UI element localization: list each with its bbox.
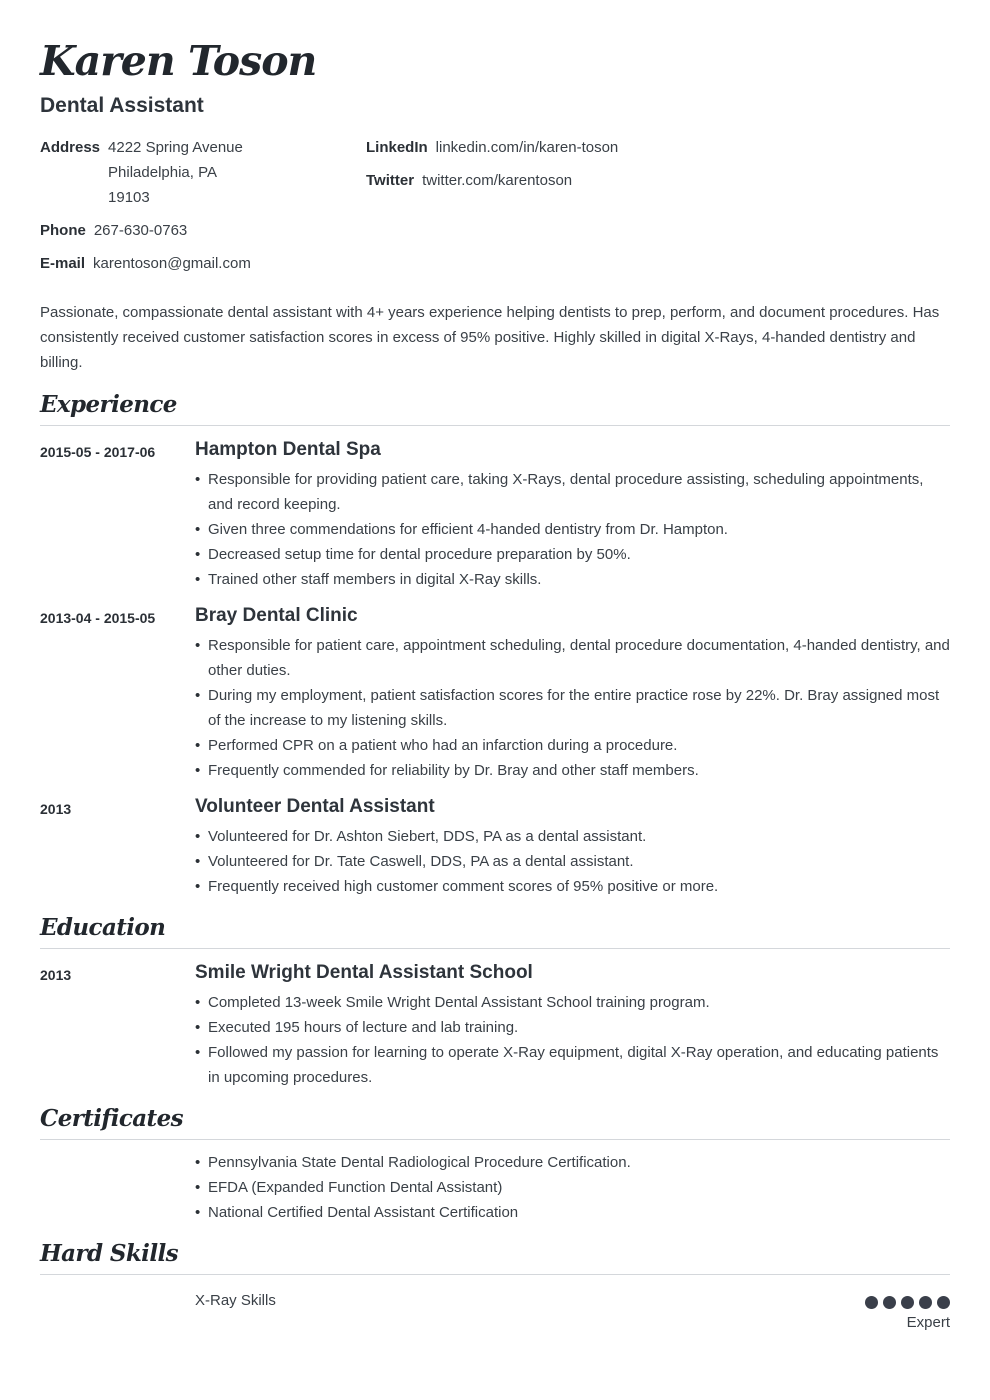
email-value[interactable]: karentoson@gmail.com (93, 255, 251, 272)
linkedin-row (366, 135, 618, 160)
bullet-item: • Completed 13-week Smile Wright Dental Assistant School training program. (195, 990, 950, 1015)
address-row (40, 135, 366, 210)
education-entry (40, 961, 950, 1090)
address-line: 4222 Spring Avenue (108, 139, 243, 156)
bullet-item: • Executed 195 hours of lecture and lab training. (195, 1015, 950, 1040)
linkedin-label: LinkedIn (366, 139, 428, 156)
bullet-item: • Performed CPR on a patient who had an infarction during a procedure. (195, 733, 950, 758)
entry-bullets (195, 467, 950, 592)
entry-bullets (195, 824, 950, 899)
experience-heading: Experience (40, 389, 950, 426)
skill-rating (865, 1288, 950, 1335)
bullet-item: • Followed my passion for learning to operate X-Ray equipment, digital X-Ray operation, and educating patients in upcoming procedures. (195, 1040, 950, 1090)
bullet-item: • Trained other staff members in digital X-Ray skills. (195, 567, 950, 592)
certificate-item: • EFDA (Expanded Function Dental Assistant) (195, 1175, 950, 1200)
bullet-item: • Responsible for patient care, appointment scheduling, dental procedure documentation, 4-handed dentistry, and other duties. (195, 633, 950, 683)
experience-entry (40, 604, 950, 783)
phone-row (40, 218, 366, 243)
address-value (108, 135, 243, 210)
skill-level: Expert (906, 1314, 950, 1331)
bullet-item: • Frequently received high customer comment scores of 95% positive or more. (195, 874, 950, 899)
address-label: Address (40, 139, 101, 156)
hard-skills-section (40, 1238, 950, 1335)
entry-employer: Volunteer Dental Assistant (195, 796, 435, 817)
entry-body (195, 604, 950, 783)
address-line: 19103 (108, 189, 150, 206)
bullet-item: • Volunteered for Dr. Ashton Siebert, DDS, PA as a dental assistant. (195, 824, 950, 849)
bullet-item: • During my employment, patient satisfaction scores for the entire practice rose by 22%. Dr. Bray assigned most of the increase to my listening skills. (195, 683, 950, 733)
job-title: Dental Assistant (40, 94, 204, 117)
entry-body (195, 1150, 950, 1225)
entry-date: 2013-04 - 2015-05 (40, 610, 156, 626)
bullet-item: • Volunteered for Dr. Tate Caswell, DDS, PA as a dental assistant. (195, 849, 950, 874)
bullet-item: • Responsible for providing patient care, taking X-Rays, dental procedure assisting, scheduling appointments, and record keeping. (195, 467, 950, 517)
certificates-heading: Certificates (40, 1103, 950, 1140)
phone-value[interactable]: 267-630-0763 (93, 222, 188, 239)
address-line: Philadelphia, PA (108, 164, 217, 181)
experience-section (40, 389, 950, 899)
entry-school: Smile Wright Dental Assistant School (195, 962, 533, 983)
skill-spacer (40, 1288, 195, 1335)
experience-entry (40, 438, 950, 592)
profile-summary: Passionate, compassionate dental assistant with 4+ years experience helping dentists to prep, perform, and document procedures. Has consistently received customer satisfaction scores in excess of 95% positive. Highly skilled in digital X-Rays, 4-handed dentistry and billing. (40, 304, 940, 371)
entry-employer: Bray Dental Clinic (195, 605, 358, 626)
entry-body (195, 438, 950, 592)
bullet-item: • Frequently commended for reliability by Dr. Bray and other staff members. (195, 758, 950, 783)
rating-dots (865, 1296, 950, 1309)
rating-dot (901, 1296, 914, 1309)
bullet-item: • Decreased setup time for dental procedure preparation by 50%. (195, 542, 950, 567)
certificate-item: • National Certified Dental Assistant Certification (195, 1200, 950, 1225)
education-heading: Education (40, 912, 950, 949)
certificates-entry (40, 1150, 950, 1225)
rating-dot (883, 1296, 896, 1309)
entry-body (195, 961, 950, 1090)
contact-column-left (40, 135, 366, 284)
twitter-row (366, 168, 618, 193)
entry-employer: Hampton Dental Spa (195, 439, 381, 460)
linkedin-link[interactable]: linkedin.com/in/karen-toson (435, 139, 619, 156)
contact-block (40, 135, 950, 284)
twitter-link[interactable]: twitter.com/karentoson (422, 172, 573, 189)
certificates-section (40, 1103, 950, 1225)
skill-name: X-Ray Skills (195, 1292, 276, 1309)
education-section (40, 912, 950, 1090)
twitter-label: Twitter (366, 172, 415, 189)
experience-entry (40, 795, 950, 899)
entry-body (195, 795, 950, 899)
certificate-list (195, 1150, 950, 1225)
bullet-item: • Given three commendations for efficient 4-handed dentistry from Dr. Hampton. (195, 517, 950, 542)
entry-date: 2013 (40, 801, 72, 817)
resume-page (40, 0, 950, 1335)
entry-bullets (195, 633, 950, 783)
entry-date-empty (40, 1150, 195, 1225)
entry-date: 2015-05 - 2017-06 (40, 444, 156, 460)
candidate-name: Karen Toson (40, 37, 317, 85)
certificate-item: • Pennsylvania State Dental Radiological Procedure Certification. (195, 1150, 950, 1175)
hard-skills-heading: Hard Skills (40, 1238, 950, 1275)
rating-dot (919, 1296, 932, 1309)
entry-date: 2013 (40, 967, 72, 983)
rating-dot (865, 1296, 878, 1309)
phone-label: Phone (40, 222, 86, 239)
email-row (40, 251, 366, 276)
contact-column-right (366, 135, 618, 284)
entry-bullets (195, 990, 950, 1090)
rating-dot (937, 1296, 950, 1309)
email-label: E-mail (40, 255, 86, 272)
skill-row (40, 1288, 950, 1335)
